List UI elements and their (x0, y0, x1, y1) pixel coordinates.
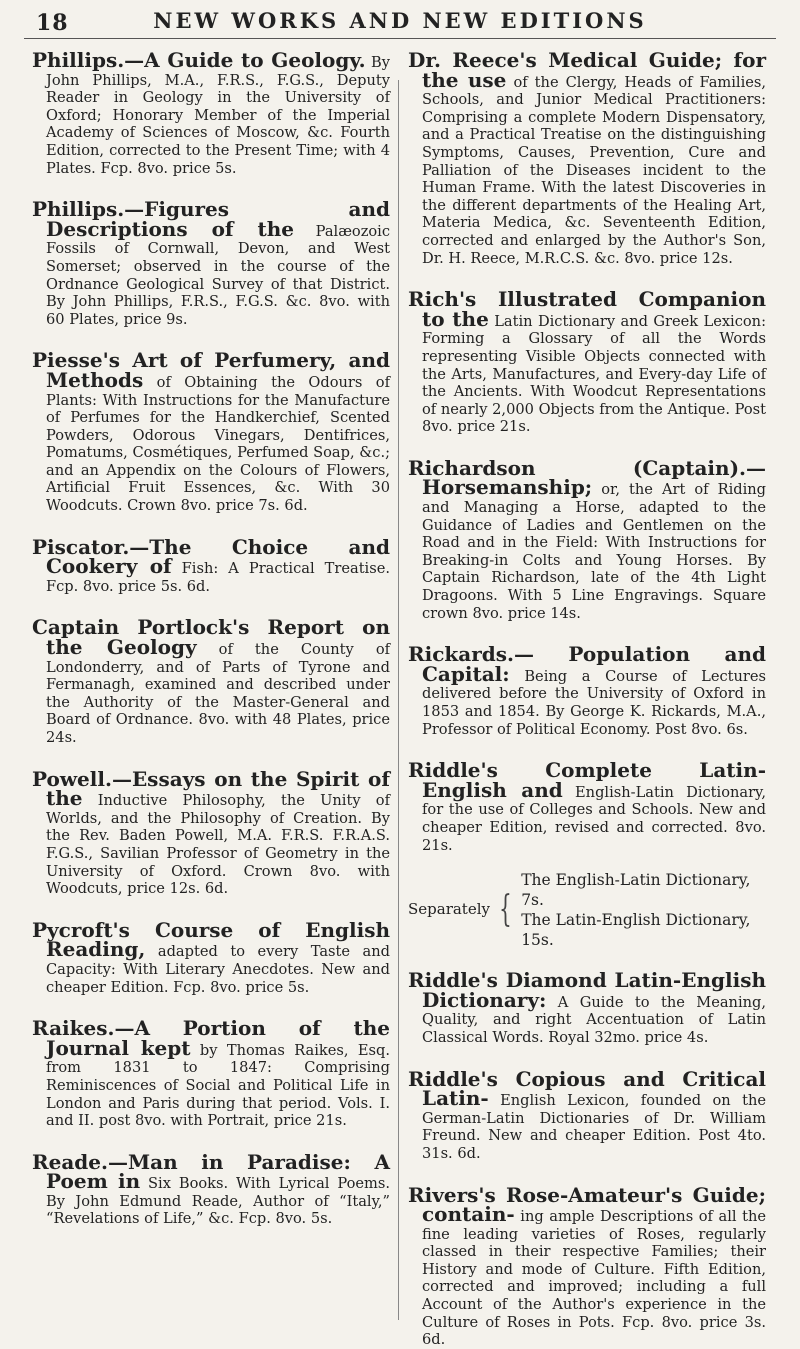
catalog-entry: Reade.—Man in Paradise: A Poem in Six Books. With Lyrical Poems. By John Edmund Reade, Author of “Italy,” “Revelations of Life,” &c. Fcp. 8vo. 5s. (32, 1149, 390, 1228)
catalog-entry: Phillips.—Figures and Descriptions of the Palæozoic Fossils of Cornwall, Devon, and West Somerset; observed in the course of the Ordnance Geological Survey of that District. By John Phillips, F.R.S., F.G.S. &c. 8vo. with 60 Plates, price 9s. (32, 197, 391, 328)
page-header (24, 6, 776, 40)
catalog-entry: Rickards.— Population and Capital: Being a Course of Lectures delivered before the University of Oxford in 1853 and 1854. By George K. Rickards, M.A., Professor of Political Economy. Post 8vo. 6s. (408, 642, 766, 738)
catalog-entry: Raikes.—A Portion of the Journal kept by Thomas Raikes, Esq. from 1831 to 1847: Comprising Reminiscences of Social and Political Life in London and Paris during that period. Vols. I. and II. post 8vo. with Portrait, price 21s. (32, 1016, 391, 1130)
catalog-entry: Dr. Reece's Medical Guide; for the use of the Clergy, Heads of Families, Schools, and Junior Medical Practitioners: Comprising a complete Modern Dispensatory, and a Practical Treatise on the distinguishing Symptoms, Causes, Prevention, Cure and Palliation of the Diseases incident to the Human Frame. With the latest Discoveries in the different departments of the Healing Art, Materia Medica, &c. Seventeenth Edition, corrected and enlarged by the Author's Son, Dr. H. Reece, M.R.C.S. &c. 8vo. price 12s. (408, 48, 767, 267)
header-rule (24, 38, 776, 39)
catalog-entry: Riddle's Complete Latin-English and English-Latin Dictionary, for the use of Colleges and Schools. New and cheaper Edition, revised and corrected. 8vo. 21s. (408, 758, 767, 854)
catalog-entry: Piesse's Art of Perfumery, and Methods of Obtaining the Odours of Plants: With Instructions for the Manufacture of Perfumes for the Handkerchief, Scented Powders, Odorous Vinegars, Dentifrices, Pomatums, Cosmétiques, Perfumed Soap, &c.; and an Appendix on the Colours of Flowers, Artificial Fruit Essences, &c. With 30 Woodcuts. Crown 8vo. price 7s. 6d. (32, 348, 390, 515)
catalog-entry: Captain Portlock's Report on the Geology of the County of Londonderry, and of Parts of Tyrone and Fermanagh, examined and described under the Authority of the Master-General and Board of Ordnance. 8vo. with 48 Plates, price 24s. (32, 615, 391, 746)
left-column (32, 48, 391, 1332)
catalog-entry: Powell.—Essays on the Spirit of the Inductive Philosophy, the Unity of Worlds, and the Philosophy of Creation. By the Rev. Baden Powell, M.A. F.R.S. F.R.A.S. F.G.S., Savilian Professor of Geometry in the University of Oxford. Crown 8vo. with Woodcuts, price 12s. 6d. (32, 766, 390, 898)
catalog-entry: Riddle's Copious and Critical Latin- English Lexicon, founded on the German-Latin Dictionaries of Dr. William Freund. New and cheaper Edition. Post 4to. 31s. 6d. (408, 1066, 766, 1162)
catalog-entry: Riddle's Diamond Latin-English Dictionary: A Guide to the Meaning, Quality, and right Accentuation of Latin Classical Words. Royal 32mo. price 4s. (408, 968, 767, 1046)
catalog-entry: Pycroft's Course of English Reading, adapted to every Taste and Capacity: With Literary Anecdotes. New and cheaper Edition. Fcp. 8vo. price 5s. (32, 917, 390, 996)
catalog-entry: Rivers's Rose-Amateur's Guide; contain- ing ample Descriptions of all the fine leading varieties of Roses, regularly classed in their respective Families; their History and mode of Culture. Fifth Edition, corrected and improved; including a full Account of the Author's experience in the Culture of Roses in Pots. Fcp. 8vo. price 3s. 6d. (408, 1182, 767, 1349)
catalog-entry: Rich's Illustrated Companion to the Latin Dictionary and Greek Lexicon: Forming a Glossary of all the Words representing Visible Objects connected with the Arts, Manufactures, and Every-day Life of the Ancients. With Woodcut Representations of nearly 2,000 Objects from the Antique. Post 8vo. price 21s. (408, 287, 767, 436)
brace-icon: { (499, 889, 513, 931)
separately-prices (408, 870, 766, 950)
catalog-entry: Phillips.—A Guide to Geology. By John Phillips, M.A., F.R.S., F.G.S., Deputy Reader in Geology in the University of Oxford; Honorary Member of the Imperial Academy of Sciences of Moscow, &c. Fourth Edition, corrected to the Present Time; with 4 Plates. Fcp. 8vo. price 5s. (32, 48, 390, 177)
separately-line: The English-Latin Dictionary, 7s. (521, 871, 751, 910)
running-title: NEW WORKS AND NEW EDITIONS (153, 8, 647, 33)
column-divider (398, 80, 399, 1320)
separately-line: The Latin-English Dictionary, 15s. (521, 911, 751, 950)
separately-label: Separately (408, 900, 490, 919)
right-column (408, 48, 767, 1349)
catalog-entry: Richardson (Captain).—Horsemanship; or, the Art of Riding and Managing a Horse, adapted to the Guidance of Ladies and Gentlemen on the Road and in the Field: With Instructions for Breaking-in Colts and Young Horses. By Captain Richardson, late of the 4th Light Dragoons. With 5 Line Engravings. Square crown 8vo. price 14s. (408, 455, 766, 622)
separately-lines (521, 870, 766, 950)
catalog-entry: Piscator.—The Choice and Cookery of Fish: A Practical Treatise. Fcp. 8vo. price 5s. 6d. (32, 534, 390, 595)
page-number: 18 (36, 10, 69, 36)
